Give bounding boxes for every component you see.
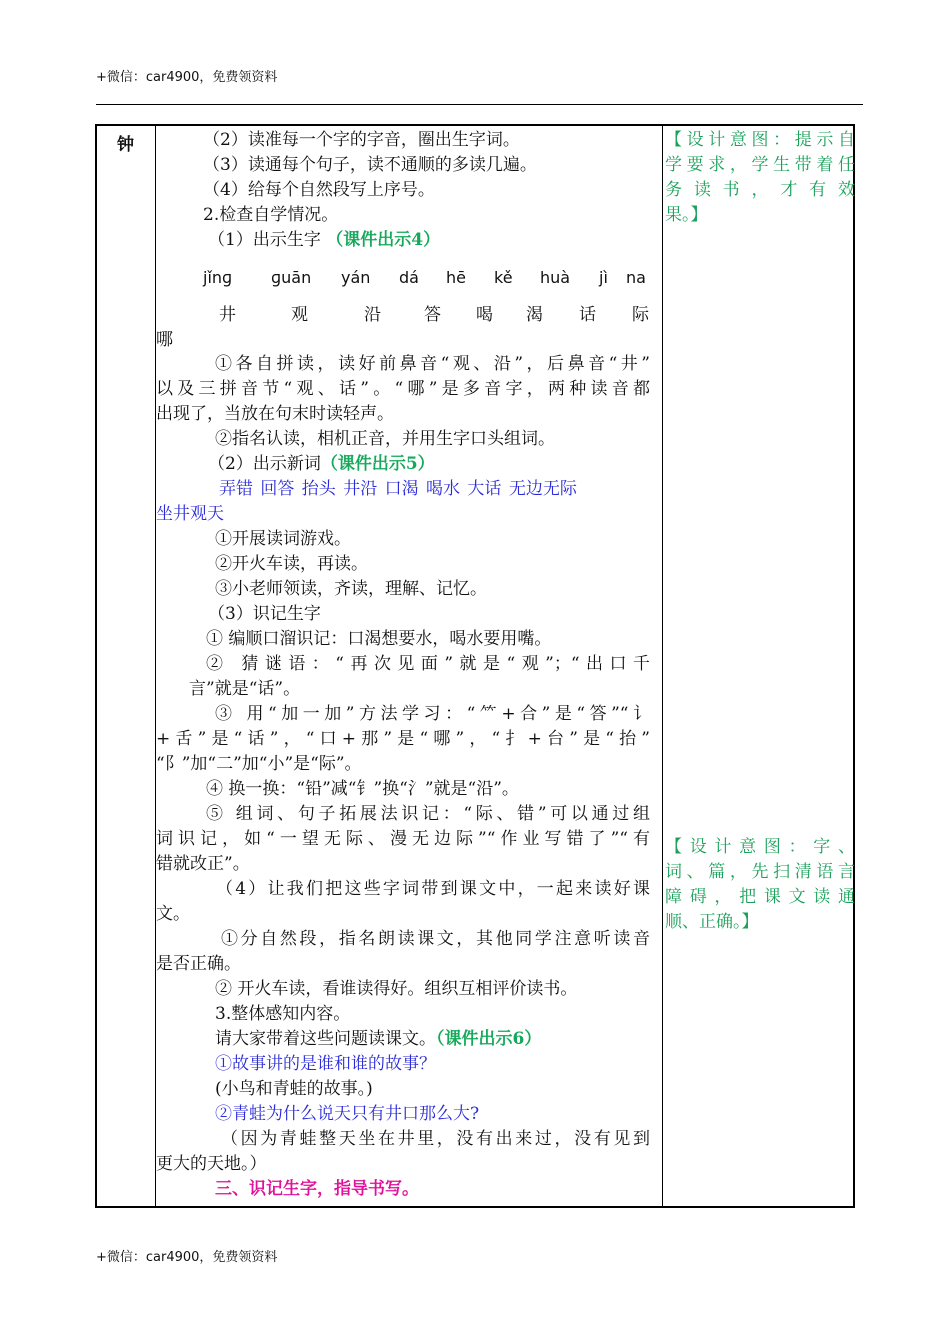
new-character: 喝 [476,305,493,325]
new-character: 答 [424,305,441,325]
text-line: ⑤ 组词、句子拓展法识记：“际、错”可以通过组 [206,804,650,824]
question: ①故事讲的是谁和谁的故事？ [215,1054,436,1074]
pinyin: jǐnɡ [203,268,233,287]
text-line: +舌”是“话”，“口+那”是“哪”，“扌+台”是“抬” [156,729,650,749]
text-line: （4）让我们把这些字词带到课文中，一起来读好课 [216,879,650,899]
text-line: ③小老师领读，齐读，理解、记忆。 [215,579,487,599]
text-line: 3.整体感知内容。 [215,1004,351,1024]
design-note-line: 【设计意图：提示自 [665,130,855,150]
row-label: 钟 [117,135,134,155]
text-line: （2）读准每一个字的字音，圈出生字词。 [203,130,520,150]
new-character: 渴 [526,305,543,325]
section-heading: 三、识记生字，指导书写。 [215,1179,419,1199]
text-line: （3）读通每个句子，读不通顺的多读几遍。 [203,155,537,175]
courseware-tag: （课件出示5） [320,454,435,474]
text-line: ① 编顺口溜识记：口渴想要水，喝水要用嘴。 [206,629,552,649]
pinyin: kě [494,268,513,287]
answer: (小鸟和青蛙的故事。) [215,1079,373,1099]
design-note-line: 学要求，学生带着任 [665,155,855,175]
text-line: ①开展读词游戏。 [215,529,351,549]
new-character: 哪 [156,330,173,350]
new-words: 弄错 回答 抬头 井沿 口渴 喝水 大话 无边无际 [219,479,577,499]
text-line: 错就改正”。 [156,854,250,874]
new-words: 坐井观天 [156,504,224,524]
text-line: ③ 用“加一加”方法学习：“⺮+合”是“答”“讠 [215,704,650,724]
lesson-table [95,124,855,1208]
text-line: 2.检查自学情况。 [203,205,339,225]
text-line: ②指名认读，相机正音，并用生字口头组词。 [215,429,555,449]
text-line: （3）识记生字 [208,604,321,624]
pinyin: hē [446,268,466,287]
text-line: ①各自拼读，读好前鼻音“观、沿”，后鼻音“井” [215,354,650,374]
design-note-line: 障碍，把课文读通 [665,887,855,907]
pinyin: dá [399,268,419,287]
courseware-tag: （课件出示6） [436,1029,542,1049]
new-character: 井 [219,305,236,325]
pinyin: huà [540,268,571,287]
new-character: 观 [291,305,308,325]
courseware-tag: （课件出示4） [326,230,441,250]
text-line: 词识记，如“一望无际、漫无边际”“作业写错了”“有 [156,829,650,849]
column-divider [662,126,663,1206]
design-note-line: 【设计意图：字、 [665,837,855,857]
text-span: （2）出示新词 [208,454,321,474]
text-line: 言”就是“话”。 [189,679,301,699]
new-character: 沿 [364,305,381,325]
answer: （因为青蛙整天坐在井里，没有出来过，没有见到 [221,1129,650,1149]
text-line: 以及三拼音节“观、话”。“哪”是多音字，两种读音都 [156,379,650,399]
pinyin: yán [341,268,371,287]
text-line: （4）给每个自然段写上序号。 [203,180,435,200]
pinyin: na [626,268,646,287]
text-line [215,1027,541,1052]
text-span: （1）出示生字 [208,230,321,250]
text-line: ①分自然段，指名朗读课文，其他同学注意听读音 [221,929,650,949]
text-line: ② 开火车读，看谁读得好。组织互相评价读书。 [215,979,578,999]
new-character: 际 [632,305,649,325]
header-divider [96,104,863,105]
text-line: 是否正确。 [156,954,241,974]
text-line: ②开火车读，再读。 [215,554,368,574]
design-note-line: 务读书，才有效 [665,180,855,200]
page-footer: +微信：car4900，免费领资料 [96,1250,278,1265]
design-note-line: 顺、正确。】 [665,912,759,932]
text-line: ④ 换一换：“铅”减“钅”换“氵”就是“沿”。 [206,779,519,799]
design-note-line: 词、篇，先扫清语言 [665,862,855,882]
page-header: +微信：car4900，免费领资料 [96,70,278,85]
text-line: ② 猜谜语：“再次见面”就是“观”；“出口千 [206,654,650,674]
new-character: 话 [579,305,596,325]
question: ②青蛙为什么说天只有井口那么大? [215,1104,480,1124]
text-line: “阝”加“二”加“小”是“际”。 [156,754,362,774]
text-line [208,228,440,253]
text-span: 请大家带着这些问题读课文。 [215,1029,436,1049]
answer: 更大的天地。） [156,1154,267,1174]
text-line [208,452,435,477]
pinyin: jì [599,268,608,287]
design-note-line: 果。】 [665,205,708,225]
text-line: 出现了，当放在句末时读轻声。 [156,404,394,424]
text-line: 文。 [156,904,190,924]
pinyin: ɡuān [271,268,312,287]
